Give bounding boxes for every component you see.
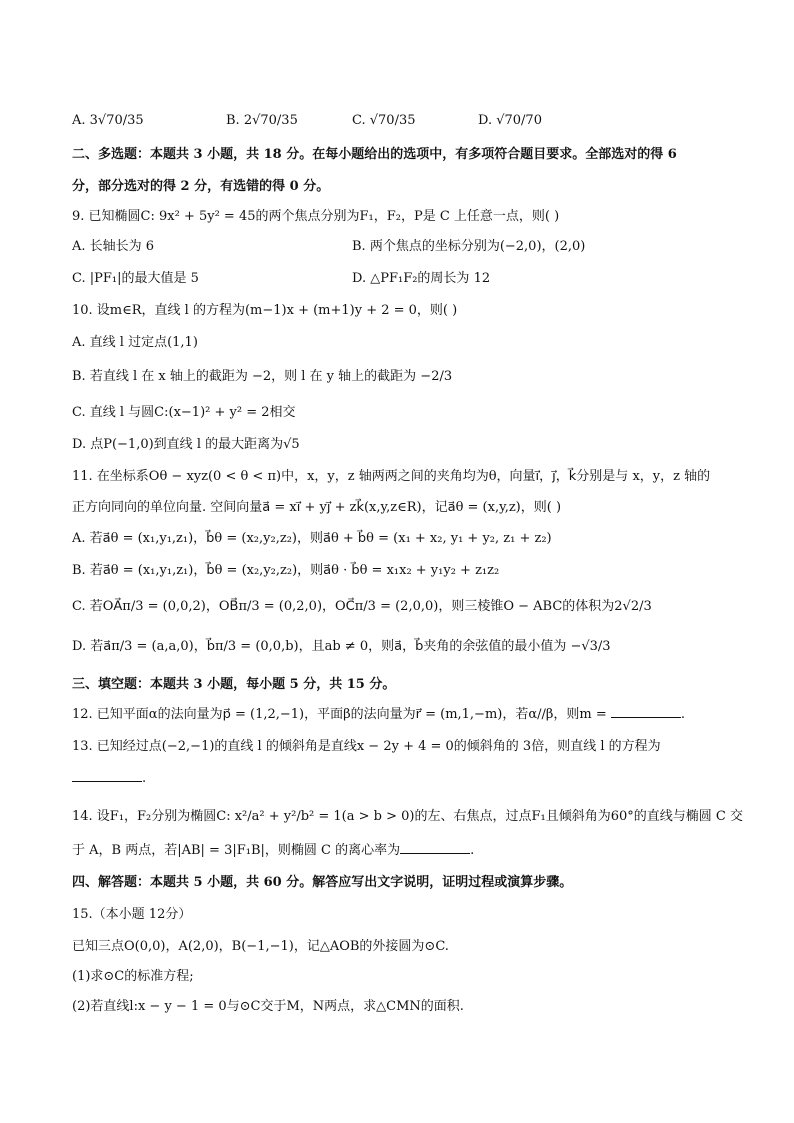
q11-option-c: C. 若OA⃗π/3 = (0,0,2)，OB⃗π/3 = (0,2,0)，OC⃗π/3 = (2,0,0)，则三棱锥O − ABC的体积为2√2/3: [72, 599, 652, 614]
q8-option-a: A. 3√70/35: [72, 113, 144, 128]
q9-option-b: B. 两个焦点的坐标分别为(−2,0)，(2,0): [352, 239, 586, 254]
section3-heading: 三、填空题：本题共 3 小题，每小题 5 分，共 15 分。: [72, 677, 396, 692]
q9-option-a: A. 长轴长为 6: [72, 239, 155, 254]
q9-option-d: D. △PF₁F₂的周长为 12: [352, 271, 491, 286]
q14-period: .: [470, 843, 475, 858]
q11-stem-line2: 正方向同向的单位向量. 空间向量a⃗ = xi⃗ + yj⃗ + zk⃗(x,y,z∈R)，记a⃗θ = (x,y,z)，则( ): [72, 500, 562, 515]
q11-option-d: D. 若a⃗π/3 = (a,a,0)，b⃗π/3 = (0,0,b)，且ab ≠ 0，则a⃗，b⃗夹角的余弦值的最小值为 −√3/3: [72, 639, 611, 654]
q8-option-c: C. √70/35: [352, 113, 416, 128]
q14-line2: [72, 842, 734, 860]
q14-stem-line1: 14. 设F₁，F₂分别为椭圆C: x²/a² + y²/b² = 1(a > b > 0)的左、右焦点，过点F₁且倾斜角为60°的直线与椭圆 C 交: [72, 809, 743, 824]
q10-option-c: C. 直线 l 与圆C:(x−1)² + y² = 2相交: [72, 405, 296, 420]
section2-heading-line1: 二、多选题：本题共 3 小题，共 18 分。在每小题给出的选项中，有多项符合题目要求。全部选对的得 6: [72, 147, 677, 162]
q15-heading: 15.（本小题 12分）: [72, 907, 192, 922]
q8-option-b: B. 2√70/35: [226, 113, 298, 128]
q11-stem-line1: 11. 在坐标系Oθ − xyz(0 < θ < π)中，x，y，z 轴两两之间的夹角均为θ，向量i⃗，j⃗，k⃗分别是与 x，y，z 轴的: [72, 469, 711, 484]
q10-option-d: D. 点P(−1,0)到直线 l 的最大距离为√5: [72, 437, 300, 452]
section2-heading-line2: 分，部分选对的得 2 分，有选错的得 0 分。: [72, 179, 330, 194]
q15-part2: (2)若直线l:x − y − 1 = 0与⊙C交于M，N两点，求△CMN的面积.: [72, 999, 464, 1014]
q12-line: [72, 706, 734, 724]
q14-answer-blank[interactable]: [400, 853, 470, 854]
q8-option-d: D. √70/70: [478, 113, 542, 128]
q10-stem: 10. 设m∈R，直线 l 的方程为(m−1)x + (m+1)y + 2 = 0，则( ): [72, 303, 458, 318]
q9-option-c: C. |PF₁|的最大值是 5: [72, 271, 199, 286]
q12-answer-blank[interactable]: [611, 717, 681, 718]
q14-stem-line2: 于 A，B 两点，若|AB| = 3|F₁B|，则椭圆 C 的离心率为: [72, 843, 401, 858]
q10-option-b: B. 若直线 l 在 x 轴上的截距为 −2，则 l 在 y 轴上的截距为 −2/3: [72, 369, 453, 384]
q12-period: .: [680, 707, 686, 722]
q13-period: .: [142, 771, 147, 786]
q13-answer-blank[interactable]: [72, 781, 142, 782]
q9-stem: 9. 已知椭圆C: 9x² + 5y² = 45的两个焦点分别为F₁，F₂，P是 C 上任意一点，则( ): [72, 209, 560, 224]
q12-stem: 12. 已知平面α的法向量为p⃗ = (1,2,−1)，平面β的法向量为r⃗ = (m,1,−m)，若α//β，则m =: [72, 707, 611, 722]
q11-option-b: B. 若a⃗θ = (x₁,y₁,z₁)，b⃗θ = (x₂,y₂,z₂)，则a⃗θ · b⃗θ = x₁x₂ + y₁y₂ + z₁z₂: [72, 563, 500, 578]
q13-stem: 13. 已知经过点(−2,−1)的直线 l 的倾斜角是直线x − 2y + 4 = 0的倾斜角的 3倍，则直线 l 的方程为: [72, 739, 661, 754]
q15-part1: (1)求⊙C的标准方程;: [72, 969, 194, 984]
q13-answer-line: [72, 770, 734, 788]
section4-heading: 四、解答题：本题共 5 小题，共 60 分。解答应写出文字说明，证明过程或演算步骤。: [72, 875, 573, 890]
q11-option-a: A. 若a⃗θ = (x₁,y₁,z₁)，b⃗θ = (x₂,y₂,z₂)，则a⃗θ + b⃗θ = (x₁ + x₂, y₁ + y₂, z₁ + z₂): [72, 531, 552, 546]
q15-stem: 已知三点O(0,0)，A(2,0)，B(−1,−1)，记△AOB的外接圆为⊙C.: [72, 939, 449, 954]
q10-option-a: A. 直线 l 过定点(1,1): [72, 335, 198, 350]
